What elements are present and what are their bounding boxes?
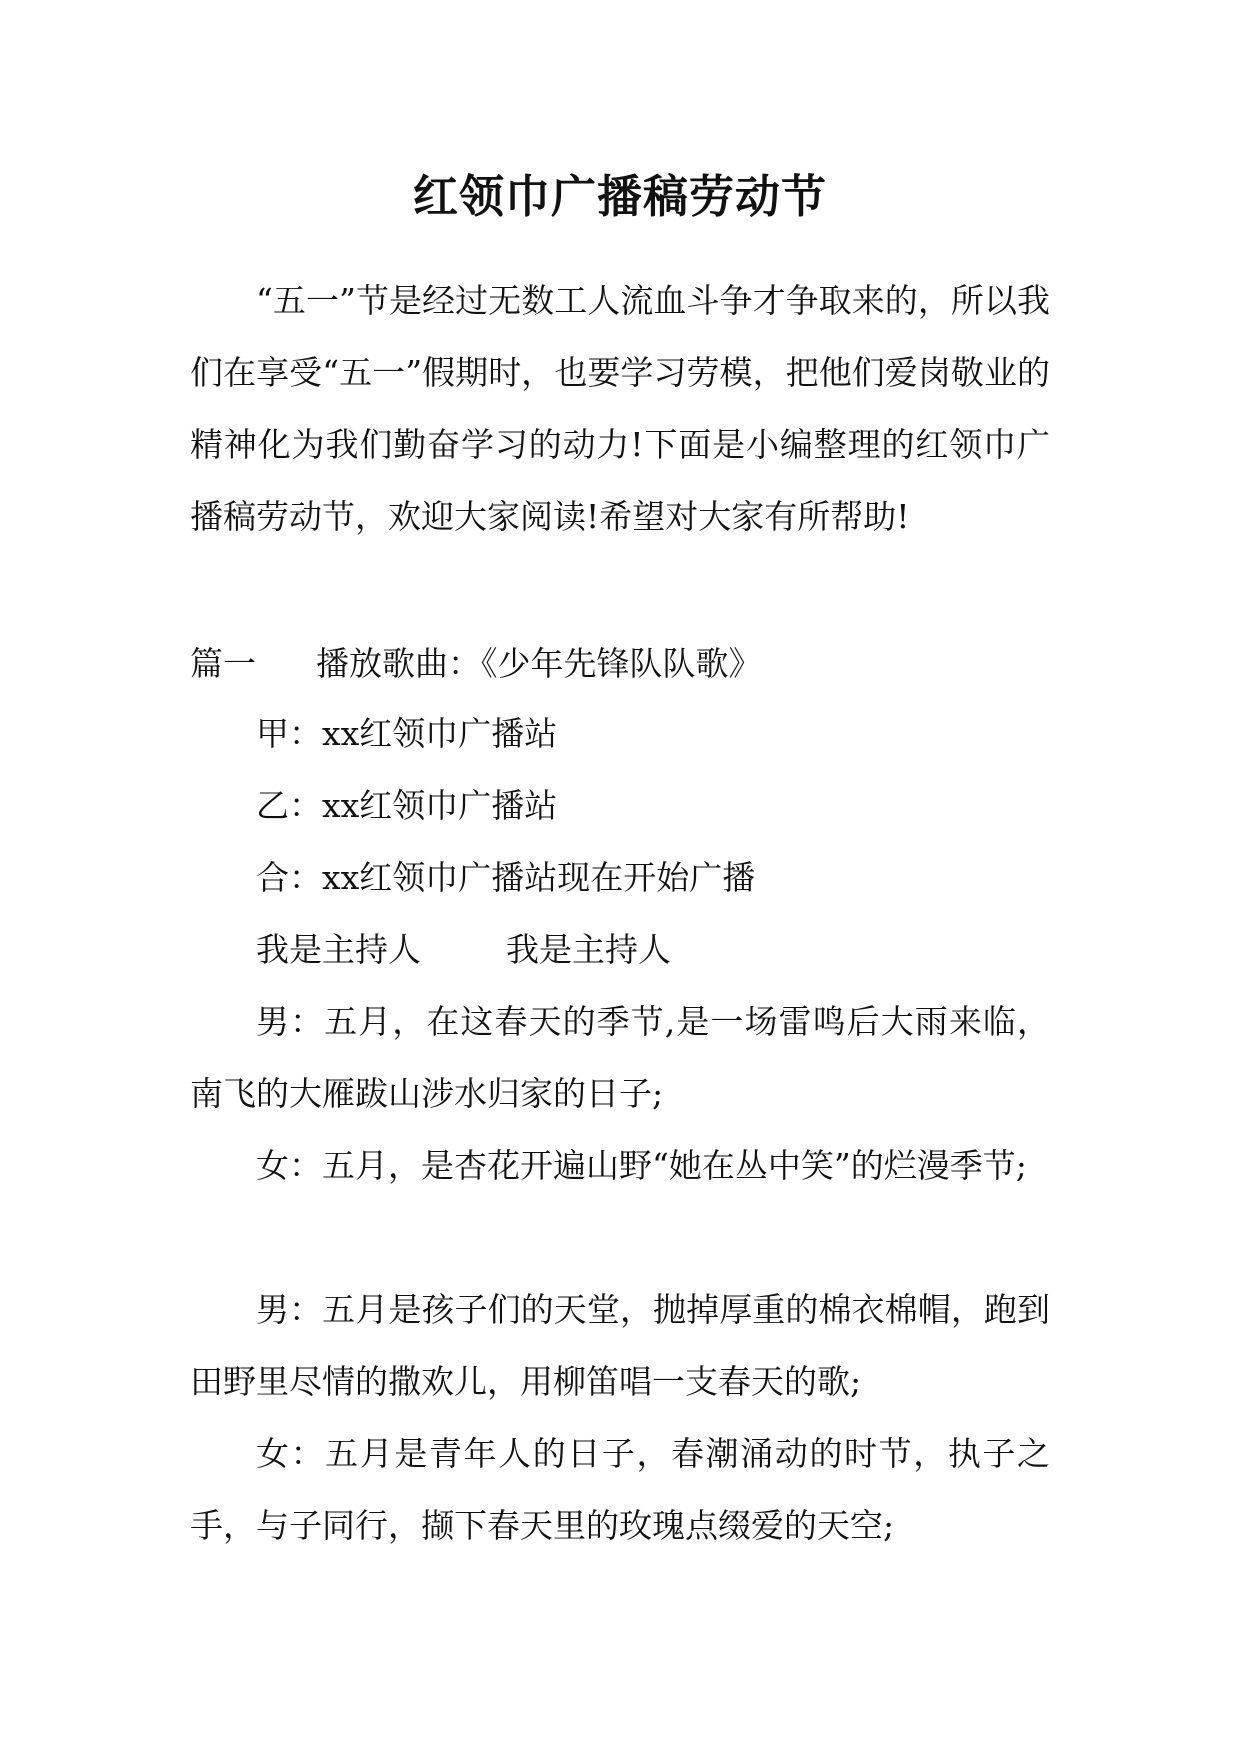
hosts-line	[256, 914, 1116, 986]
dialogue-paragraph: 女：五月是青年人的日子，春潮涌动的时节，执子之手，与子同行，撷下春天里的玫瑰点缀爱的天空;	[190, 1434, 1050, 1545]
document-title: 红领巾广播稿劳动节	[412, 170, 827, 223]
dialogue-paragraph: 女：五月，是杏花开遍山野“她在丛中笑”的烂漫季节;	[256, 1146, 1027, 1185]
section-heading	[190, 628, 1050, 700]
section-label: 篇一	[190, 644, 256, 683]
dialogue-paragraph: 男：五月，在这春天的季节,是一场雷鸣后大雨来临，南飞的大雁跋山涉水归家的日子;	[190, 1002, 1050, 1113]
script-line: 合：xx红领巾广播站现在开始广播	[256, 858, 756, 897]
intro-paragraph: “五一”节是经过无数工人流血斗争才争取来的，所以我们在享受“五一”假期时，也要学习劳模，把他们爱岗敬业的精神化为我们勤奋学习的动力!下面是小编整理的红领巾广播稿劳动节，欢迎大家阅读!希望对大家有所帮助!	[190, 281, 1050, 536]
section-song: 播放歌曲：《少年先锋队队歌》	[316, 644, 762, 683]
script-line: 甲：xx红领巾广播站	[256, 714, 558, 753]
dialogue-paragraph: 男：五月是孩子们的天堂，抛掉厚重的棉衣棉帽，跑到田野里尽情的撒欢儿，用柳笛唱一支春天的歌;	[190, 1290, 1050, 1401]
script-line: 乙：xx红领巾广播站	[256, 786, 558, 825]
host-b: 我是主持人	[506, 930, 671, 969]
host-a: 我是主持人	[256, 930, 421, 969]
